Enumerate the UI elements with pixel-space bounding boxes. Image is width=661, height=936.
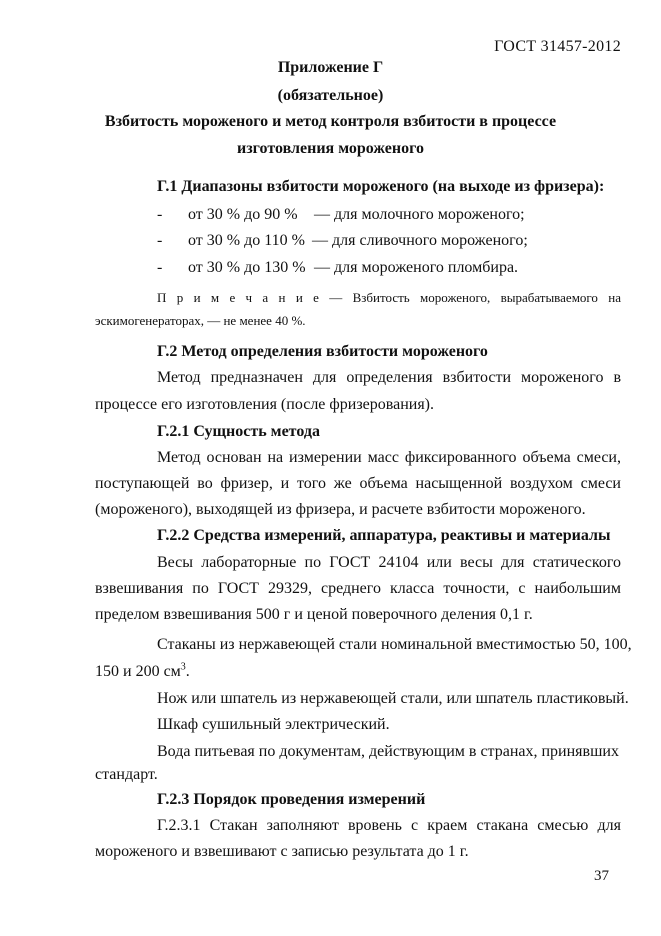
g22-p5-line2: стандарт. [95, 766, 158, 783]
g22-p2-line2-end: . [185, 663, 190, 680]
g21-line2: поступающей во фризер, и того же объема насыщенной воздухом смеси [95, 475, 621, 492]
g21-line3: (мороженого), выходящей из фризера, и расчете взбитости мороженого. [95, 501, 586, 518]
g1-note-line2: эскимогенераторах, — не менее 40 %. [95, 313, 306, 328]
list-item-range: от 30 % до 130 % [188, 259, 306, 276]
list-item-text: — для молочного мороженого; [314, 206, 525, 223]
g2-heading: Г.2 Метод определения взбитости мороженого [157, 343, 488, 360]
appendix-heading-line1: Взбитость мороженого и метод контроля взбитости в процессе [104, 113, 557, 130]
g23-line1: Г.2.3.1 Стакан заполняют вровень с краем стакана смесью для [157, 817, 621, 834]
g22-p1-line3: пределом взвешивания 500 г и ценой поверочного деления 0,1 г. [95, 606, 533, 623]
list-dash: - [157, 259, 163, 276]
appendix-status: (обязательное) [277, 87, 384, 104]
g22-p2-line2 [95, 663, 190, 681]
appendix-title: Приложение Г [277, 59, 384, 76]
list-item-range: от 30 % до 110 % [188, 232, 305, 249]
g22-p3: Нож или шпатель из нержавеющей стали, или шпатель пластиковый. [157, 690, 629, 707]
superscript-exponent: 3 [180, 661, 186, 673]
g22-p2-line2-text: 150 и 200 см [95, 663, 181, 680]
g23-heading: Г.2.3 Порядок проведения измерений [157, 791, 426, 808]
list-dash: - [157, 206, 163, 223]
doc-code: ГОСТ 31457-2012 [494, 38, 621, 55]
g22-p1-line1: Весы лабораторные по ГОСТ 24104 или весы для статического [157, 554, 621, 571]
list-item-text: — для сливочного мороженого; [312, 232, 528, 249]
list-item-range: от 30 % до 90 % [188, 206, 298, 223]
g2-paragraph-line1: Метод предназначен для определения взбитости мороженого в [157, 369, 621, 386]
list-dash: - [157, 232, 163, 249]
g22-p2-line1: Стаканы из нержавеющей стали номинальной вместимостью 50, 100, [157, 636, 632, 653]
g22-p5-line1: Вода питьевая по документам, действующим в странах, принявших [157, 743, 619, 760]
appendix-heading-line2: изготовления мороженого [237, 140, 424, 157]
g23-line2: мороженого и взвешивают с записью результата до 1 г. [95, 843, 469, 860]
g21-line1: Метод основан на измерении масс фиксированного объема смеси, [157, 449, 621, 466]
g1-note-line1: П р и м е ч а н и е — Взбитость мороженого, вырабатываемого на [157, 290, 621, 305]
g21-heading: Г.2.1 Сущность метода [157, 423, 320, 440]
page-number: 37 [594, 868, 609, 884]
g22-heading: Г.2.2 Средства измерений, аппаратура, реактивы и материалы [157, 527, 611, 544]
g22-p1-line2: взвешивания по ГОСТ 29329, среднего класса точности, с наибольшим [95, 580, 621, 597]
g22-p4: Шкаф сушильный электрический. [157, 716, 390, 733]
g1-heading: Г.1 Диапазоны взбитости мороженого (на выходе из фризера): [157, 178, 605, 195]
g2-paragraph-line2: процессе его изготовления (после фризерования). [95, 396, 435, 413]
list-item-text: — для мороженого пломбира. [314, 259, 519, 276]
